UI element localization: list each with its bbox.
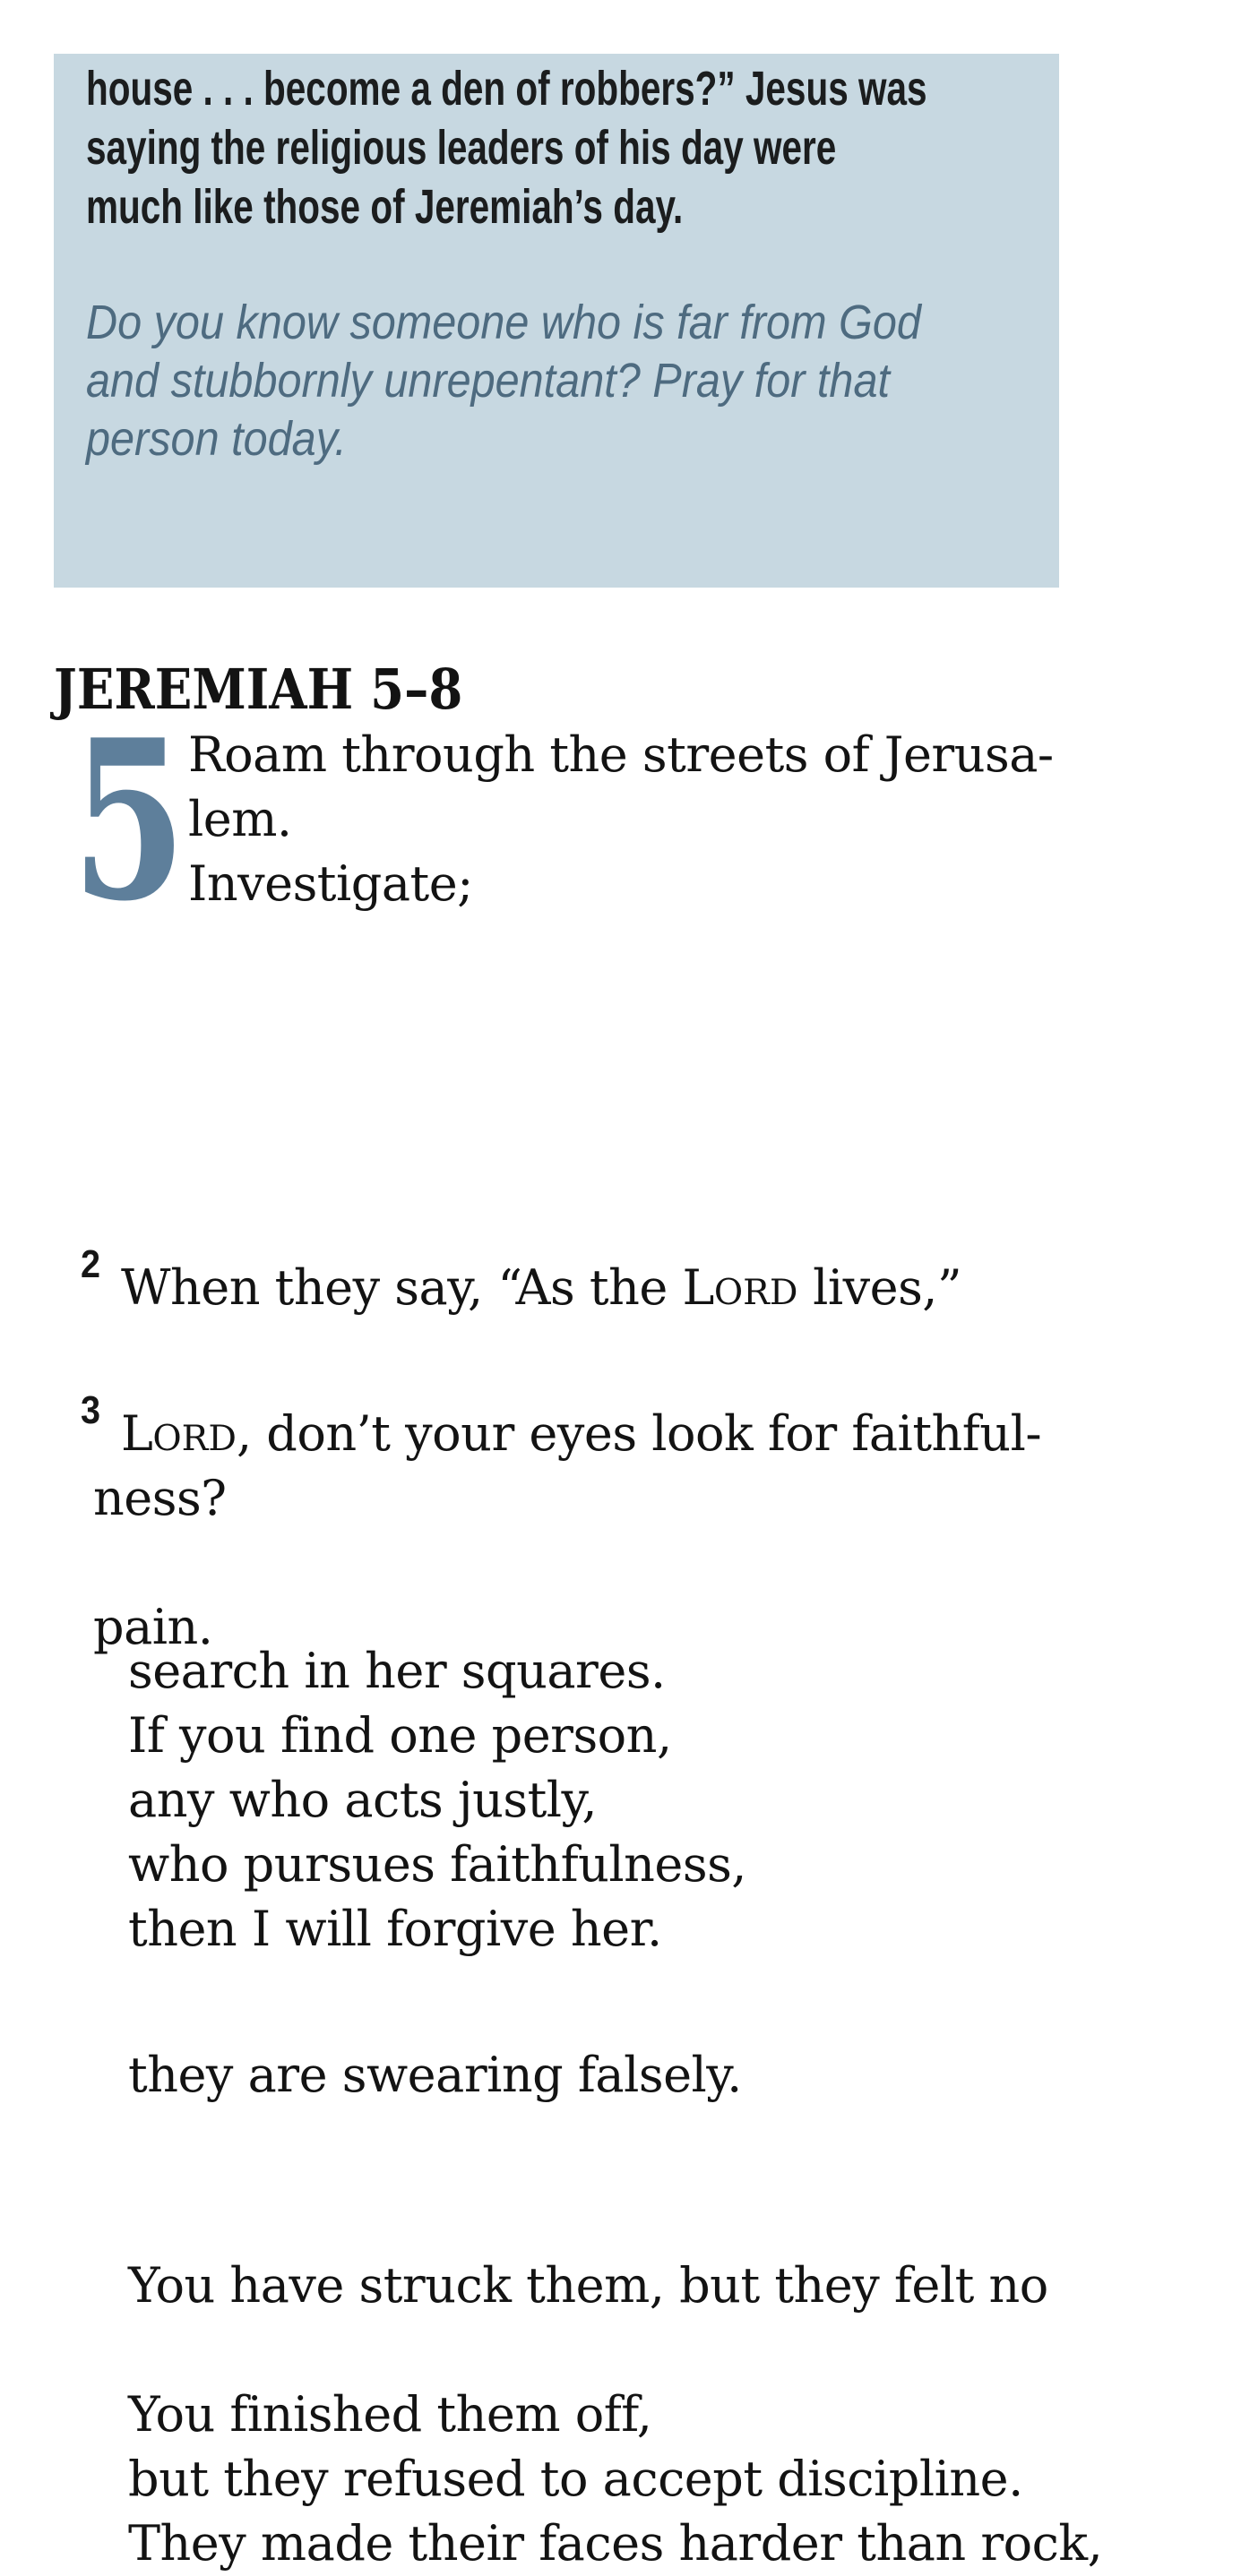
poem-line xyxy=(0,1768,1241,1833)
poem-text: lem. xyxy=(188,791,292,847)
poem-line xyxy=(0,1466,1113,1531)
poem-text: then I will forgive her. xyxy=(128,1901,662,1957)
commentary-line: much like those of Jeremiah’s day. xyxy=(86,180,684,234)
poem-line xyxy=(0,2383,1241,2447)
poem-line xyxy=(0,787,1113,852)
small-caps-text: ORD xyxy=(152,1418,237,1459)
poem-text: If you find one person, xyxy=(128,1707,672,1764)
poem-text: L xyxy=(121,1405,153,1462)
poem-text: When they say, “As the L xyxy=(121,1259,714,1316)
prayer-prompt-line: and stubbornly unrepentant? Pray for that xyxy=(86,354,890,408)
devotional-callout xyxy=(54,54,1059,588)
poem-text: Investigate; xyxy=(188,855,473,912)
scripture-poem xyxy=(0,723,1113,2572)
poem-text: any who acts justly, xyxy=(128,1772,598,1828)
poem-text: but they refused to accept discipline. xyxy=(128,2451,1023,2507)
commentary-line: house . . . become a den of robbers?” Jesus was xyxy=(86,62,927,116)
poem-line xyxy=(0,2512,1241,2576)
poem-line xyxy=(0,723,1113,787)
poem-text: search in her squares. xyxy=(128,1643,666,1699)
poem-text: They made their faces harder than rock, xyxy=(128,2515,1103,2572)
passage-heading: JEREMIAH 5–8 xyxy=(54,657,463,722)
verse-number: 3 xyxy=(81,1388,101,1432)
poem-text: who pursues faithfulness, xyxy=(128,1836,746,1893)
poem-text: Roam through the streets of Jerusa- xyxy=(188,726,1054,783)
poem-text: You have struck them, but they felt no xyxy=(128,2257,1048,2314)
poem-line xyxy=(0,1242,1113,1320)
verse-number: 2 xyxy=(81,1242,101,1286)
devotional-prayer-prompt xyxy=(86,294,937,468)
poem-line xyxy=(0,2254,1241,2318)
poem-line xyxy=(0,852,1113,916)
poem-line xyxy=(0,1595,1113,1660)
poem-line xyxy=(0,2447,1241,2512)
commentary-line: saying the religious leaders of his day were xyxy=(86,121,837,175)
poem-line xyxy=(0,1897,1241,1962)
devotional-commentary xyxy=(86,59,927,236)
small-caps-text: ORD xyxy=(713,1272,798,1313)
poem-text: pain. xyxy=(93,1599,213,1655)
prayer-prompt-line: person today. xyxy=(86,412,347,466)
prayer-prompt-line: Do you know someone who is far from God xyxy=(86,296,921,349)
poem-text: they are swearing falsely. xyxy=(128,2047,742,2103)
poem-text: ness? xyxy=(93,1470,227,1526)
chapter-number-drop-cap: 5 xyxy=(72,691,186,949)
poem-text: , don’t your eyes look for faithful- xyxy=(236,1405,1042,1462)
poem-text: lives,” xyxy=(797,1259,962,1316)
poem-text: You finished them off, xyxy=(128,2386,652,2443)
poem-line xyxy=(0,1704,1241,1768)
poem-line xyxy=(0,1388,1113,1466)
poem-line xyxy=(0,1833,1241,1897)
poem-line xyxy=(0,2043,1241,2108)
